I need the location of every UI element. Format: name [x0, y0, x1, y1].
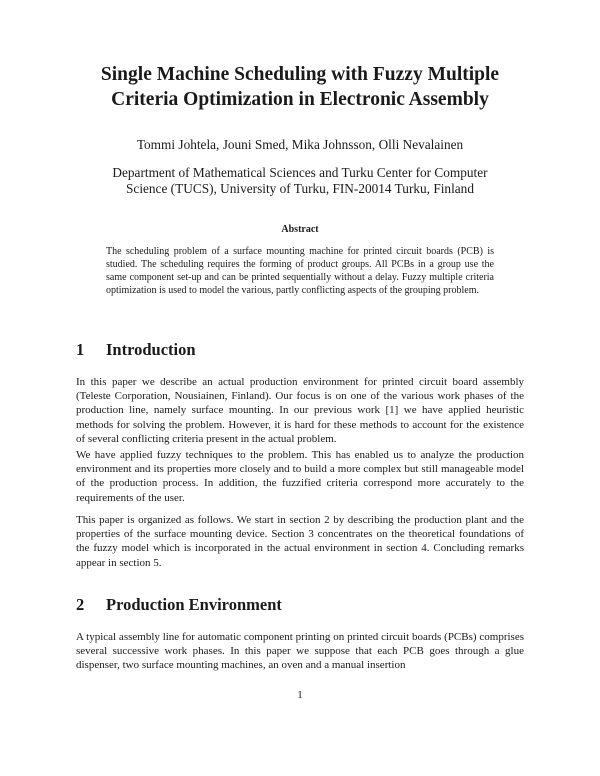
- section-number: 1: [76, 340, 85, 359]
- affiliation-line-2: Science (TUCS), University of Turku, FIN-20014 Turku, Finland: [126, 181, 474, 196]
- title-line-1: Single Machine Scheduling with Fuzzy Multiple: [100, 64, 500, 85]
- section-heading-introduction: [76, 340, 516, 360]
- body-paragraph: We have applied fuzzy techniques to the problem. This has enabled us to analyze the production environment and its properties more closely and to build a more complex but still manageable model of the production process. In addition, the fuzzified criteria correspond more accurately to the requirements of the user.: [76, 449, 524, 504]
- title-line-2: Criteria Optimization in Electronic Assembly: [111, 89, 489, 110]
- author-list: Tommi Johtela, Jouni Smed, Mika Johnsson, Olli Nevalainen: [136, 137, 464, 152]
- section-heading-production-environment: [76, 595, 516, 615]
- affiliation-line-1: Department of Mathematical Sciences and Turku Center for Computer: [112, 165, 488, 180]
- section-number: 2: [76, 595, 85, 614]
- section-title: Production Environment: [106, 595, 282, 614]
- affiliation: [60, 165, 540, 197]
- abstract-text: The scheduling problem of a surface mounting machine for printed circuit boards (PCB) is studied. The scheduling requires the forming of product groups. All PCBs in a group use the same component set-up and can be printed sequentially without a delay. Fuzzy multiple criteria optimization is used to model the various, partly conflicting aspects of the grouping problem.: [106, 246, 494, 296]
- body-paragraph: A typical assembly line for automatic component printing on printed circuit boards (PCBs) comprises several successive work phases. In this paper we suppose that each PCB goes through a glue dispenser, two surface mounting machines, an oven and a manual insertion: [76, 631, 524, 672]
- section-title: Introduction: [106, 340, 196, 359]
- paper-title: [60, 62, 540, 112]
- page-number: 1: [297, 689, 303, 701]
- body-paragraph: This paper is organized as follows. We start in section 2 by describing the production plant and the properties of the surface mounting device. Section 3 concentrates on the theoretical foundations of the fuzzy model which is incorporated in the actual environment in section 4. Concluding remarks appear in section 5.: [76, 514, 524, 569]
- abstract-heading: Abstract: [281, 224, 319, 235]
- body-paragraph: In this paper we describe an actual production environment for printed circuit board assembly (Teleste Corporation, Nousiainen, Finland). Our focus is on one of the various work phases of the production line, namely surface mounting. In our previous work [1] we have applied heuristic methods for solving the problem. However, it is hard for these methods to account for the existence of several conflicting criteria present in the actual problem.: [76, 376, 524, 445]
